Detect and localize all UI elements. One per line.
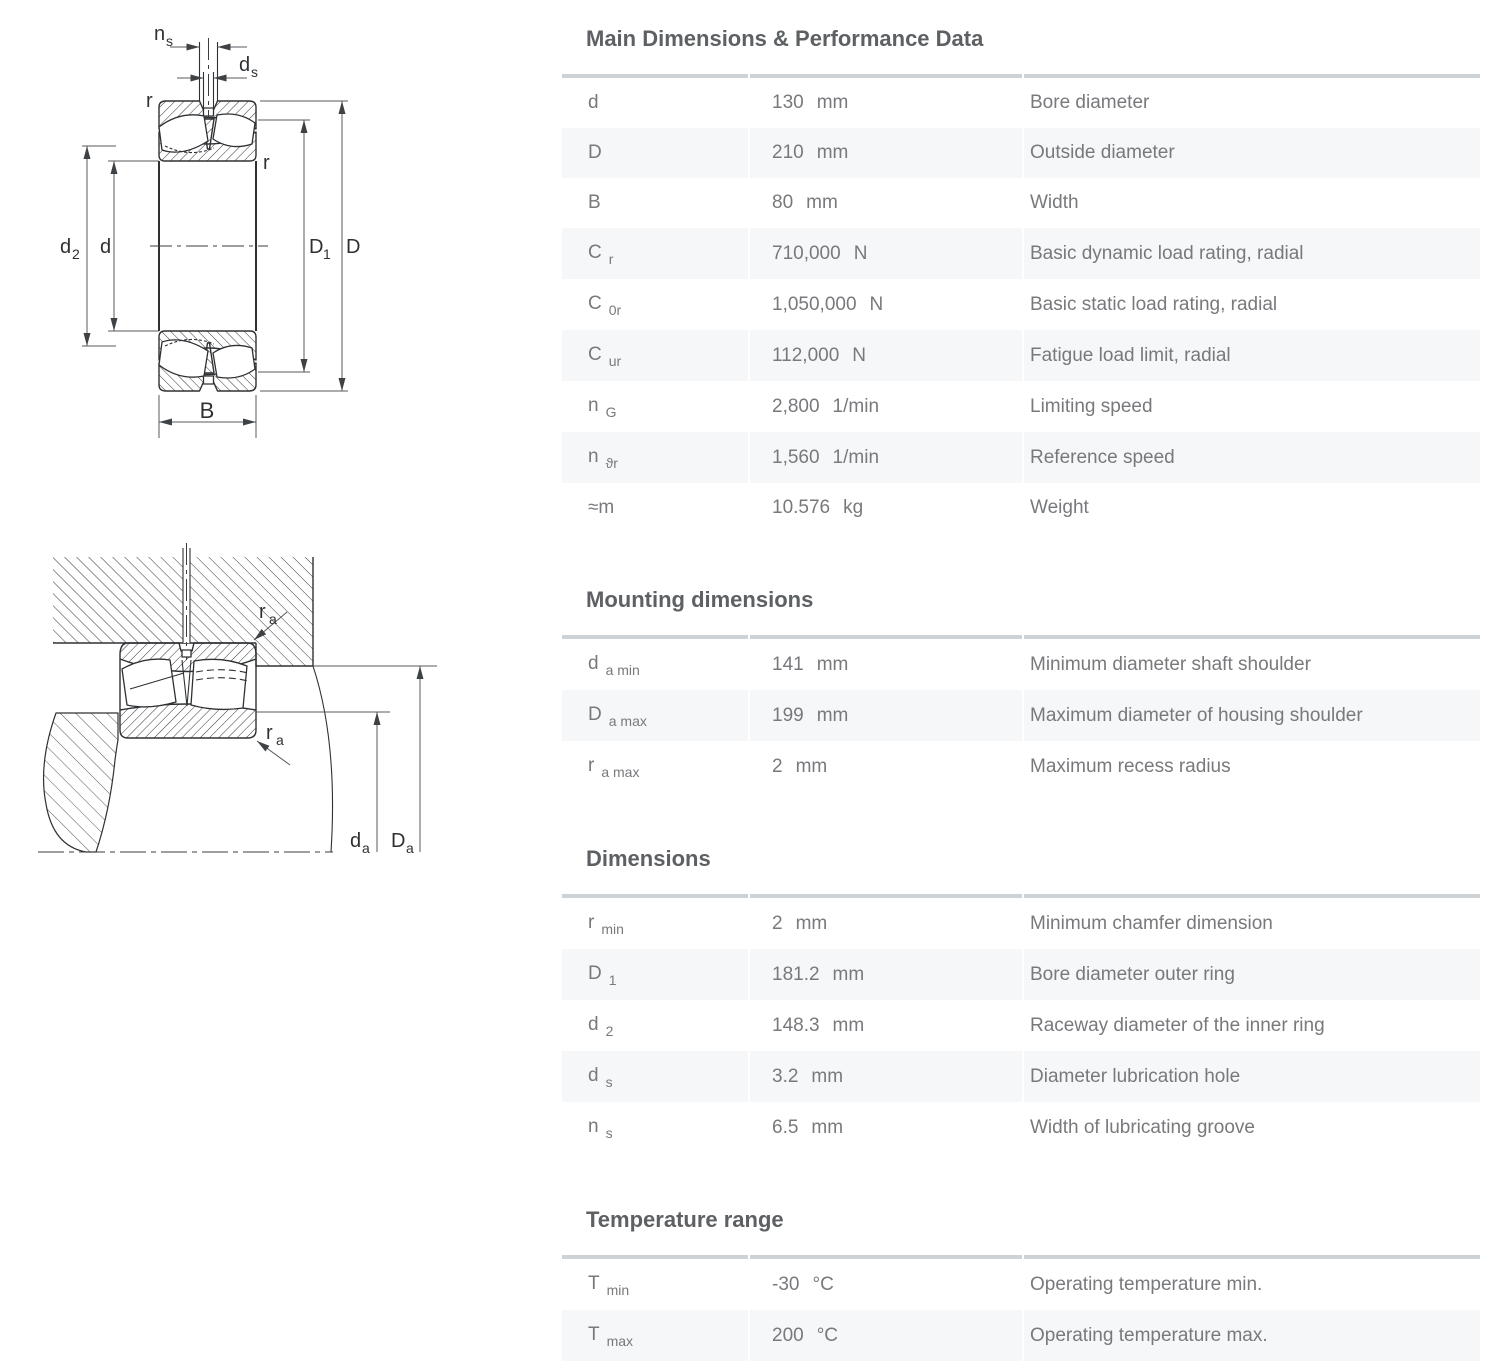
label-ra-top-sub: a (269, 611, 277, 627)
spec-row (562, 74, 1480, 128)
spec-row (562, 128, 1480, 178)
spec-row (562, 1255, 1480, 1310)
spec-row (562, 178, 1480, 228)
description-cell: Maximum recess radius (1030, 755, 1231, 777)
symbol-subscript: s (605, 1074, 613, 1090)
label-ra-top-base: r (259, 601, 266, 623)
symbol-cell (562, 381, 748, 432)
label-D: D (346, 236, 361, 258)
value-cell (750, 74, 1022, 128)
description-cell: Fatigue load limit, radial (1024, 330, 1480, 381)
value-cell (750, 128, 1022, 178)
value-cell (750, 228, 1022, 279)
symbol-base: T (588, 1273, 600, 1294)
symbol-cell (562, 178, 748, 228)
label-Da-sub: a (406, 840, 414, 856)
symbol-base: n (588, 446, 599, 467)
leader-ra-bottom (257, 741, 290, 765)
symbol-cell (562, 690, 748, 741)
symbol-base: D (588, 704, 602, 725)
spec-row (562, 279, 1480, 330)
value-cell (750, 1051, 1022, 1102)
value-unit: mm (811, 1116, 844, 1138)
value-cell (750, 635, 1022, 690)
spec-row (562, 635, 1480, 690)
value-number: 80 (772, 192, 794, 213)
spec-row (562, 330, 1480, 381)
housing-contour-curve (313, 666, 333, 852)
label-d2-sub: 2 (72, 246, 80, 262)
value-unit: mm (795, 912, 828, 934)
value-unit: °C (812, 1273, 834, 1295)
label-D1-sub: 1 (323, 246, 331, 262)
spec-table (560, 1255, 1482, 1361)
symbol-base: B (588, 192, 601, 213)
symbol-cell (562, 1051, 748, 1102)
description-cell: Maximum diameter of housing shoulder (1024, 690, 1480, 741)
label-r-right: r (263, 152, 270, 174)
symbol-cell (562, 74, 748, 128)
symbol-base: d (588, 653, 599, 674)
spec-row (562, 894, 1480, 949)
value-unit: kg (843, 497, 864, 518)
value-unit: mm (816, 653, 849, 675)
value-unit: mm (795, 755, 828, 777)
symbol-base: C (588, 242, 602, 263)
symbol-base: ≈m (588, 497, 615, 518)
spec-row (562, 381, 1480, 432)
value-number: -30 (772, 1273, 800, 1295)
value-unit: N (853, 242, 868, 264)
value-cell (750, 894, 1022, 949)
symbol-cell (562, 128, 748, 178)
spec-section (560, 1207, 1482, 1361)
value-cell (750, 1000, 1022, 1051)
symbol-cell (562, 635, 748, 690)
symbol-subscript: 2 (605, 1023, 614, 1039)
symbol-base: d (588, 1065, 599, 1086)
symbol-base: n (588, 1116, 599, 1137)
description-cell: Minimum diameter shaft shoulder (1024, 635, 1480, 690)
symbol-subscript: a min (605, 662, 640, 678)
description-cell: Reference speed (1024, 432, 1480, 483)
value-number: 210 (772, 142, 804, 163)
value-cell (750, 1102, 1022, 1153)
value-cell (750, 432, 1022, 483)
symbol-base: r (588, 912, 595, 933)
symbol-cell (562, 741, 748, 792)
symbol-subscript: G (605, 404, 617, 420)
label-ds-base: d (239, 54, 251, 76)
right-roller (213, 114, 255, 147)
value-number: 2 (772, 912, 783, 934)
value-number: 148.3 (772, 1014, 820, 1036)
value-number: 10.576 (772, 497, 831, 518)
technical-drawings (0, 0, 470, 920)
lubrication-hole-recess-mounted (182, 650, 191, 657)
symbol-subscript: ur (608, 353, 622, 369)
spec-table (560, 635, 1482, 792)
value-number: 200 (772, 1324, 804, 1346)
description-cell: Diameter lubrication hole (1024, 1051, 1480, 1102)
symbol-subscript: r (608, 251, 614, 267)
description-cell: Operating temperature max. (1024, 1310, 1480, 1361)
label-d2-base: d (60, 236, 72, 258)
spec-row (562, 690, 1480, 741)
symbol-cell (562, 330, 748, 381)
value-unit: mm (806, 192, 838, 213)
bearing-lower-half (159, 331, 256, 391)
spec-section (560, 26, 1482, 533)
value-number: 1,050,000 (772, 293, 857, 315)
value-unit: N (869, 293, 884, 315)
value-number: 112,000 (772, 344, 840, 366)
symbol-cell (562, 432, 748, 483)
description-cell: Minimum chamfer dimension (1024, 894, 1480, 949)
label-Da-base: D (391, 830, 406, 852)
description-cell: Operating temperature min. (1024, 1255, 1480, 1310)
symbol-cell (562, 483, 748, 533)
symbol-base: r (588, 755, 595, 776)
symbol-cell (562, 894, 748, 949)
description-cell: Bore diameter outer ring (1024, 949, 1480, 1000)
spec-row (562, 1310, 1480, 1361)
spec-row (562, 483, 1480, 533)
label-ra-bottom-sub: a (276, 732, 284, 748)
symbol-cell (562, 1310, 748, 1361)
label-ra-bottom-base: r (266, 722, 273, 744)
value-number: 199 (772, 704, 804, 726)
label-B: B (199, 398, 215, 423)
value-cell (750, 279, 1022, 330)
label-d: d (100, 236, 112, 258)
bearing-cross-section-drawing (60, 23, 360, 438)
value-unit: mm (832, 1014, 865, 1036)
spec-row (562, 432, 1480, 483)
symbol-subscript: 0r (608, 302, 622, 318)
value-cell (750, 690, 1022, 741)
label-r-top: r (146, 90, 153, 112)
description-cell: Width of lubricating groove (1030, 1116, 1255, 1138)
value-number: 2,800 (772, 395, 820, 417)
label-da-base: d (350, 830, 362, 852)
description-cell: Raceway diameter of the inner ring (1030, 1014, 1325, 1036)
value-number: 130 (772, 92, 804, 113)
bearing-upper-half (159, 101, 256, 161)
value-cell (750, 381, 1022, 432)
value-cell (750, 330, 1022, 381)
value-unit: mm (816, 142, 849, 163)
shaft-shoulder-section (44, 713, 118, 852)
value-unit: mm (832, 963, 865, 985)
label-ns-base: n (154, 23, 166, 45)
value-number: 2 (772, 755, 783, 777)
value-unit: N (852, 344, 867, 366)
spec-row (562, 1102, 1480, 1153)
label-ds-sub: s (251, 64, 258, 80)
value-number: 141 (772, 653, 804, 675)
value-cell (750, 1255, 1022, 1310)
spec-section (560, 587, 1482, 792)
spec-section (560, 846, 1482, 1153)
symbol-subscript: min (606, 1282, 630, 1298)
symbol-base: d (588, 92, 599, 113)
value-number: 181.2 (772, 963, 820, 985)
symbol-base: d (588, 1014, 599, 1035)
description-cell: Basic dynamic load rating, radial (1024, 228, 1480, 279)
value-unit: 1/min (832, 395, 880, 417)
value-cell (750, 949, 1022, 1000)
description-cell: Outside diameter (1024, 128, 1480, 178)
label-D1-base: D (309, 236, 324, 258)
spec-table (560, 894, 1482, 1153)
spec-row (562, 228, 1480, 279)
symbol-base: C (588, 293, 602, 314)
symbol-base: C (588, 344, 602, 365)
section-title: Temperature range (586, 1207, 784, 1232)
spec-row (562, 949, 1480, 1000)
value-number: 710,000 (772, 242, 841, 264)
bearing-mounting-drawing (38, 543, 437, 856)
symbol-base: T (588, 1324, 600, 1345)
value-number: 1,560 (772, 446, 820, 468)
symbol-subscript: max (606, 1333, 634, 1349)
label-da-sub: a (362, 840, 370, 856)
symbol-cell (562, 228, 748, 279)
spec-row (562, 1000, 1480, 1051)
value-unit: mm (816, 92, 849, 113)
symbol-base: n (588, 395, 599, 416)
description-cell: Weight (1030, 497, 1089, 518)
section-title: Dimensions (586, 846, 711, 871)
symbol-subscript: s (605, 1125, 613, 1141)
symbol-subscript: a max (601, 764, 640, 780)
symbol-base: D (588, 963, 602, 984)
symbol-cell (562, 1000, 748, 1051)
description-cell: Limiting speed (1030, 395, 1153, 417)
section-title: Main Dimensions & Performance Data (586, 26, 984, 51)
symbol-subscript: a max (608, 713, 647, 729)
value-number: 6.5 (772, 1116, 799, 1138)
symbol-base: D (588, 142, 602, 163)
symbol-subscript: 1 (608, 972, 617, 988)
value-cell (750, 1310, 1022, 1361)
symbol-cell (562, 1102, 748, 1153)
spec-row (562, 741, 1480, 792)
symbol-cell (562, 949, 748, 1000)
value-cell (750, 741, 1022, 792)
section-title: Mounting dimensions (586, 587, 814, 612)
description-cell: Basic static load rating, radial (1030, 293, 1278, 315)
value-unit: 1/min (832, 446, 880, 468)
description-cell: Bore diameter (1024, 74, 1480, 128)
value-unit: °C (816, 1324, 839, 1346)
symbol-subscript: ϑr (605, 455, 618, 471)
value-cell (750, 483, 1022, 533)
symbol-cell (562, 279, 748, 330)
symbol-cell (562, 1255, 748, 1310)
value-cell (750, 178, 1022, 228)
right-roller-mounted (191, 659, 247, 709)
value-unit: mm (816, 704, 849, 726)
label-ns-sub: s (166, 33, 173, 49)
spec-sections (560, 0, 1482, 1361)
spec-table (560, 74, 1482, 533)
spec-row (562, 1051, 1480, 1102)
symbol-subscript: min (601, 921, 624, 937)
description-cell: Width (1030, 192, 1079, 213)
value-unit: mm (811, 1065, 844, 1087)
value-number: 3.2 (772, 1065, 799, 1087)
